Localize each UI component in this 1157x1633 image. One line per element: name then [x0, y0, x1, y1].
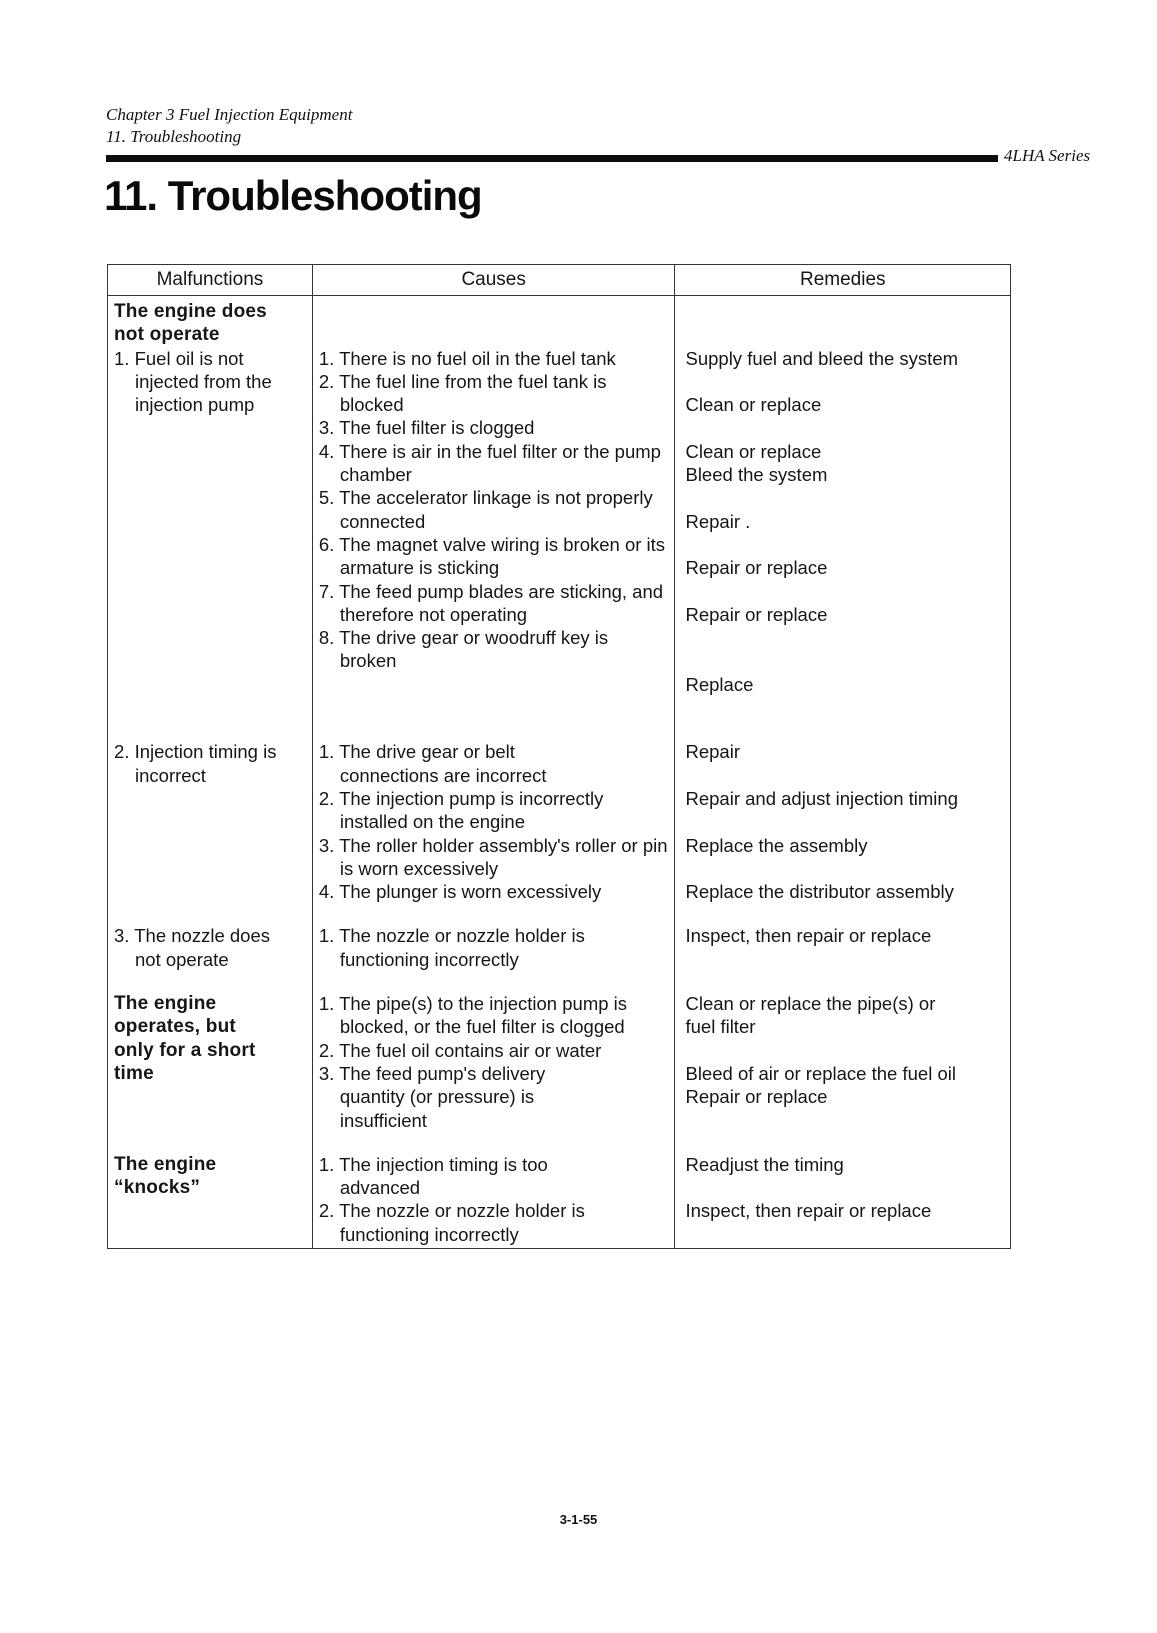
table-header-row — [108, 265, 1011, 296]
cause-item: 4. There is air in the fuel filter or the pump chamber — [318, 440, 661, 486]
remedy-item: Bleed the system — [685, 464, 828, 486]
cause-item: 8. The drive gear or woodruff key is broken — [318, 627, 609, 672]
column-header-remedies: Remedies — [675, 265, 1011, 296]
cause-item: 1. There is no fuel oil in the fuel tank — [318, 347, 616, 369]
remedy-item: Clean or replace — [685, 440, 822, 462]
cause-item: 2. The fuel oil contains air or water — [318, 1039, 602, 1061]
malfunction-cell — [108, 903, 313, 971]
column-header-malfunctions: Malfunctions — [108, 265, 313, 296]
table-row — [108, 971, 1011, 1132]
malfunction-heading: The engine does not operate — [114, 301, 267, 346]
causes-cell — [312, 903, 675, 971]
malfunction-item: 3. The nozzle does not operate — [114, 925, 270, 970]
cause-item: 3. The roller holder assembly's roller or pin is worn excessively — [318, 834, 668, 879]
causes-cell — [312, 719, 675, 903]
remedy-item: Inspect, then repair or replace — [685, 1200, 932, 1222]
cause-item: 7. The feed pump blades are sticking, and therefore not operating — [318, 580, 664, 625]
remedies-cell — [675, 971, 1011, 1132]
remedies-cell — [675, 719, 1011, 903]
remedies-cell — [675, 903, 1011, 971]
remedies-cell — [675, 1132, 1011, 1249]
remedy-item: Supply fuel and bleed the system — [685, 347, 959, 369]
cause-item: 1. The nozzle or nozzle holder is functioning incorrectly — [318, 925, 585, 970]
remedy-item: Clean or replace — [685, 394, 822, 416]
remedy-item: Repair and adjust injection timing — [685, 787, 958, 809]
cause-item: 2. The fuel line from the fuel tank is blocked — [318, 370, 607, 416]
remedy-item: Repair or replace — [685, 603, 828, 625]
table-row — [108, 903, 1011, 971]
cause-item: 1. The pipe(s) to the injection pump is blocked, or the fuel filter is clogged — [318, 993, 628, 1038]
causes-cell — [312, 296, 675, 720]
malfunction-cell — [108, 296, 313, 720]
malfunction-item: 2. Injection timing is incorrect — [114, 741, 277, 786]
section-label: 11. Troubleshooting — [106, 127, 242, 146]
page-number: 3-1-55 — [559, 1512, 598, 1527]
remedy-item: Repair or replace — [685, 557, 828, 579]
remedy-item: Readjust the timing — [685, 1153, 844, 1175]
causes-cell — [312, 971, 675, 1132]
malfunction-item: 1. Fuel oil is not injected from the injection pump — [114, 347, 272, 416]
header-rule — [106, 155, 998, 162]
remedy-item: Replace — [685, 673, 754, 695]
page-title: 11. Troubleshooting — [104, 172, 482, 219]
remedy-item: Bleed of air or replace the fuel oil — [685, 1062, 956, 1084]
remedies-cell — [675, 296, 1011, 720]
column-header-causes: Causes — [312, 265, 675, 296]
cause-item: 3. The feed pump's delivery quantity (or pressure) is insufficient — [318, 1062, 546, 1131]
malfunction-heading: The engine “knocks” — [114, 1153, 217, 1199]
malfunction-cell — [108, 1132, 313, 1249]
series-label: 4LHA Series — [1004, 146, 1091, 165]
cause-item: 5. The accelerator linkage is not properly connected — [318, 487, 653, 532]
remedy-item: Inspect, then repair or replace — [685, 925, 932, 947]
malfunction-cell — [108, 719, 313, 903]
table-row — [108, 719, 1011, 903]
cause-item: 4. The plunger is worn excessively — [318, 881, 602, 903]
cause-item: 2. The injection pump is incorrectly installed on the engine — [318, 787, 604, 833]
remedy-item: Repair or replace — [685, 1086, 828, 1108]
troubleshooting-table — [107, 264, 1011, 1249]
running-header — [106, 104, 352, 148]
cause-item: 6. The magnet valve wiring is broken or its armature is sticking — [318, 533, 666, 579]
table-row — [108, 1132, 1011, 1249]
remedy-item: Repair . — [685, 510, 751, 532]
remedy-item: Replace the assembly — [685, 834, 868, 856]
table-row — [108, 296, 1011, 720]
malfunction-heading: The engine operates, but only for a short time — [114, 993, 256, 1084]
remedy-item: Clean or replace the pipe(s) or fuel filter — [685, 993, 936, 1038]
cause-item: 2. The nozzle or nozzle holder is functioning incorrectly — [318, 1200, 585, 1245]
cause-item: 3. The fuel filter is clogged — [318, 417, 535, 439]
causes-cell — [312, 1132, 675, 1249]
cause-item: 1. The injection timing is too advanced — [318, 1153, 548, 1199]
remedy-item: Repair — [685, 741, 740, 763]
chapter-label: Chapter 3 Fuel Injection Equipment — [106, 105, 353, 124]
remedy-item: Replace the distributor assembly — [685, 881, 954, 903]
malfunction-cell — [108, 971, 313, 1132]
cause-item: 1. The drive gear or belt connections are incorrect — [318, 741, 547, 786]
